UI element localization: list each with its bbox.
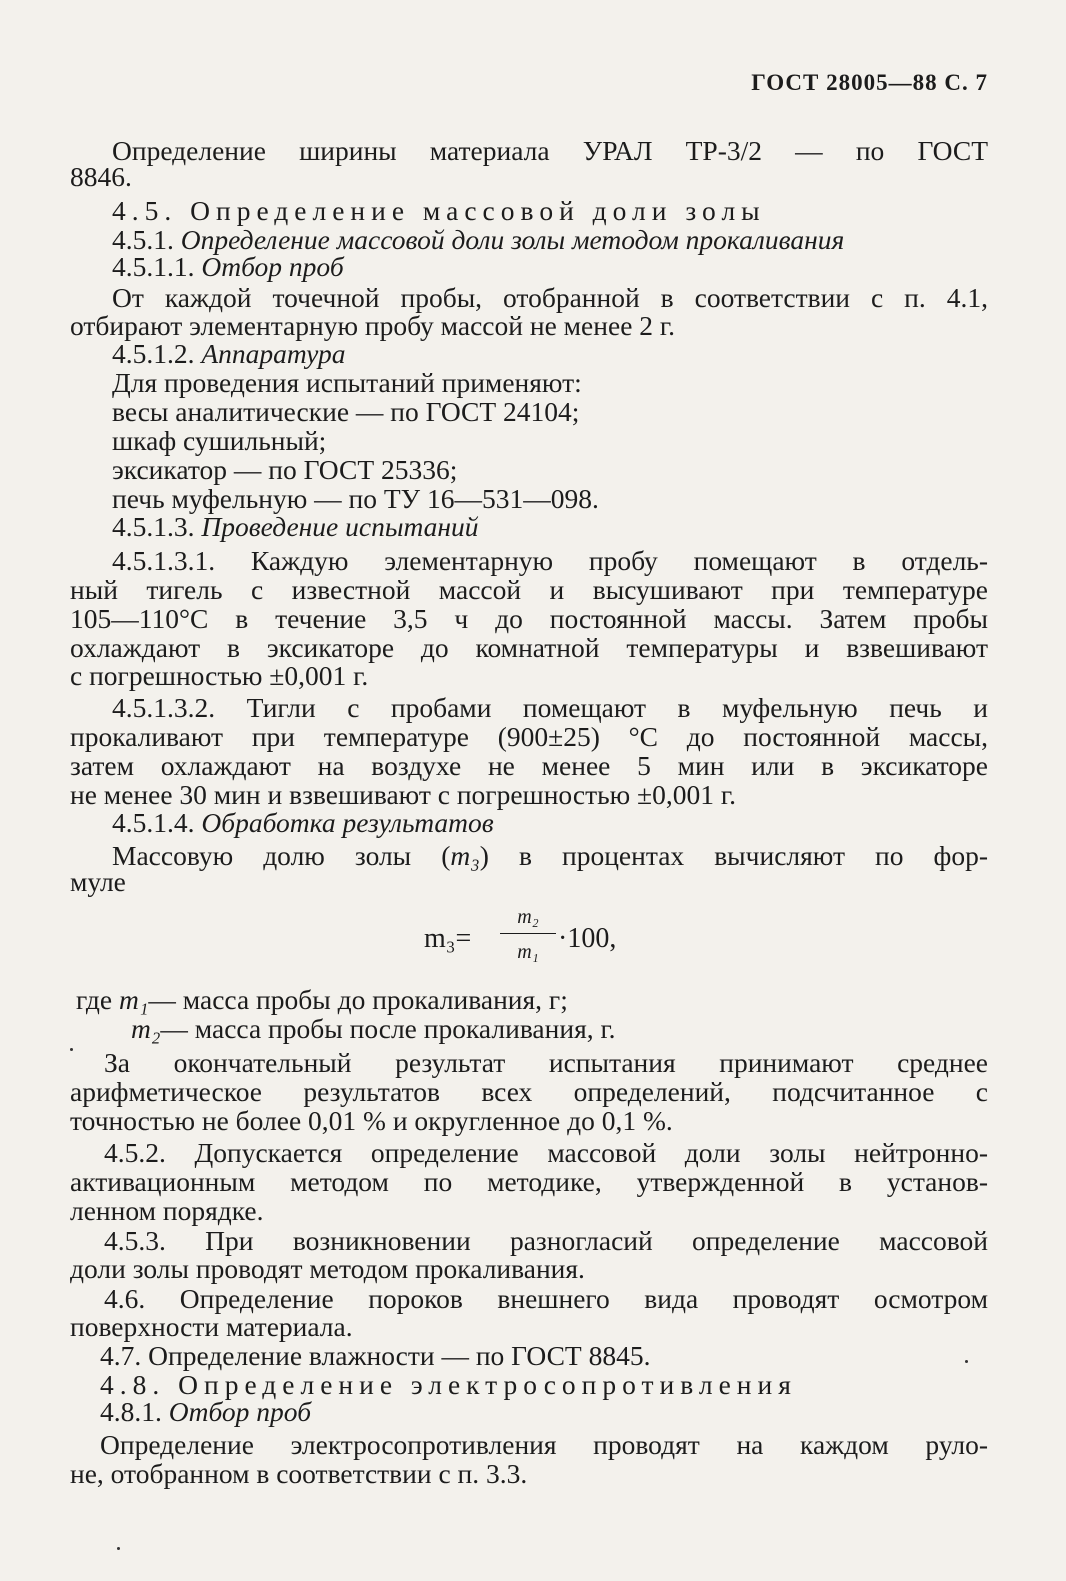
subsection-title: Аппаратура (201, 338, 346, 369)
legend-where: где (76, 984, 113, 1015)
variable-m2: m₂ (131, 1013, 161, 1044)
subsection-heading (112, 252, 988, 282)
text-line: От каждой точечной пробы, отобранной в соответствии с п. 4.1, (112, 282, 988, 313)
formula-numerator: m₂ (517, 906, 539, 928)
section-heading: 4.8. Определение электросопротивления (100, 1369, 797, 1400)
subsection-number: 4.5.1. (112, 224, 174, 255)
formula-denominator: m₁ (517, 941, 539, 963)
legend-text: — масса пробы до прокаливания, г; (148, 984, 568, 1015)
text-line: прокаливают при температуре (900±25) °С до постоянной массы, (70, 721, 988, 752)
text-line: Для проведения испытаний применяют: (112, 367, 582, 398)
scan-speck (70, 1048, 73, 1051)
subsection-heading (100, 1397, 988, 1427)
text-line: Определение электросопротивления проводят на каждом руло- (100, 1429, 988, 1460)
subsection-title: Отбор проб (168, 1396, 312, 1427)
list-item: весы аналитические — по ГОСТ 24104; (112, 396, 580, 427)
text-line: охлаждают в эксикаторе до комнатной температуры и взвешивают (70, 632, 988, 663)
subsection-heading (112, 808, 988, 838)
text-line: 4.6. Определение пороков внешнего вида проводят осмотром (104, 1283, 988, 1314)
text-line: 4.5.2. Допускается определение массовой доли золы нейтронно- (104, 1137, 988, 1168)
text-line: с погрешностью ±0,001 г. (70, 660, 369, 691)
subsection-heading (112, 512, 988, 542)
formula-lhs: m₃= (424, 923, 472, 954)
legend-text: — масса пробы после прокаливания, г. (160, 1013, 616, 1044)
formula-rhs: ·100, (558, 923, 617, 954)
text-line: не менее 30 мин и взвешивают с погрешностью ±0,001 г. (70, 779, 736, 810)
variable-m1: m₁ (118, 984, 149, 1015)
section-heading: 4.5. Определение массовой доли золы (112, 195, 766, 226)
text-line: Определение ширины материала УРАЛ ТР-3/2 — по ГОСТ (112, 135, 988, 166)
subsection-number: 4.8.1. (100, 1396, 162, 1427)
text-line: затем охлаждают на воздухе не менее 5 мин или в эксикаторе (70, 750, 988, 781)
subsection-title: Обработка результатов (201, 807, 494, 838)
scan-speck (965, 1360, 968, 1363)
text-line: 8846. (70, 161, 132, 192)
page-header: ГОСТ 28005—88 С. 7 (751, 70, 988, 95)
subsection-number: 4.5.1.1. (112, 251, 195, 282)
subsection-number: 4.5.1.4. (112, 807, 195, 838)
text-line: 4.5.1.3.1. Каждую элементарную пробу помещают в отдель- (112, 545, 988, 576)
subsection-title: Отбор проб (201, 251, 344, 282)
scan-speck (117, 1547, 120, 1550)
list-item: шкаф сушильный; (112, 425, 327, 456)
text-line: ный тигель с известной массой и высушивают при температуре (70, 574, 988, 605)
text-line: 4.5.1.3.2. Тигли с пробами помещают в муфельную печь и (112, 692, 988, 723)
text-line: точностью не более 0,01 % и округленное до 0,1 %. (70, 1105, 673, 1136)
list-item: печь муфельную — по ТУ 16—531—098. (112, 483, 599, 514)
text-line: активационным методом по методике, утвержденной в установ- (70, 1166, 988, 1197)
variable-m3: m₃ (450, 840, 480, 871)
text-line: 4.7. Определение влажности — по ГОСТ 8845. (100, 1340, 651, 1371)
legend-line (76, 985, 988, 1015)
fraction-bar (500, 933, 556, 934)
formula-fraction (500, 905, 556, 964)
text-line: поверхности материала. (70, 1311, 353, 1342)
text-line: муле (70, 866, 126, 897)
text-line: арифметическое результатов всех определений, подсчитанное с (70, 1076, 988, 1107)
subsection-title: Проведение испытаний (201, 511, 479, 542)
text-line: отбирают элементарную пробу массой не менее 2 г. (70, 310, 675, 341)
text-line: За окончательный результат испытания принимают среднее (104, 1047, 988, 1078)
text-line: 4.5.3. При возникновении разногласий определение массовой (104, 1225, 988, 1256)
text-line: доли золы проводят методом прокаливания. (70, 1253, 585, 1284)
text-line: ленном порядке. (70, 1195, 264, 1226)
text-line: 105—110°С в течение 3,5 ч до постоянной массы. Затем пробы (70, 603, 988, 634)
text-fragment: ) в процентах вычисляют по фор- (479, 840, 988, 871)
subsection-number: 4.5.1.3. (112, 511, 195, 542)
subsection-title: Определение массовой доли золы методом прокаливания (180, 224, 845, 255)
text-line: не, отобранном в соответствии с п. 3.3. (70, 1458, 528, 1489)
text-fragment: Массовую долю золы ( (112, 840, 451, 871)
subsection-heading (112, 339, 988, 369)
legend-line (131, 1014, 988, 1044)
subsection-number: 4.5.1.2. (112, 338, 195, 369)
list-item: эксикатор — по ГОСТ 25336; (112, 454, 458, 485)
